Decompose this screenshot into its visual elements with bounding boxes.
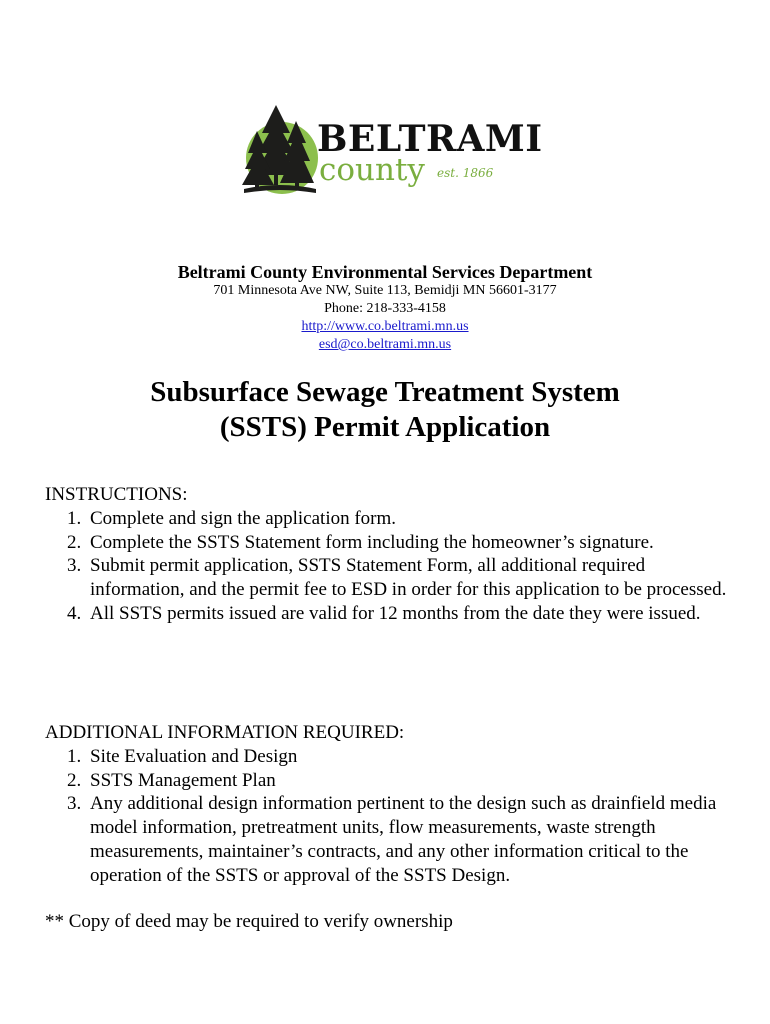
list-text: Site Evaluation and Design [90,745,298,767]
list-number: 2. [67,769,82,791]
page-title [0,375,770,445]
logo-name: BELTRAMI [317,118,543,160]
list-number: 4. [67,602,82,624]
additional-info-heading: ADDITIONAL INFORMATION REQUIRED: [45,722,405,743]
list-text: Any additional design information pertinent to the design such as drainfield media model information, pretreatment units, flow measurements, waste strength measurements, maintainer’s contracts, and any other information critical to the operation of the SSTS or approval of the SSTS Design. [90,793,717,886]
list-text: All SSTS permits issued are valid for 12 months from the date they were issued. [90,602,701,624]
email-link[interactable]: esd@co.beltrami.mn.us [318,337,452,352]
website-link[interactable]: http://www.co.beltrami.mn.us [301,319,469,334]
department-name: Beltrami County Environmental Services Department [177,262,593,282]
logo-county-text: county [319,152,425,188]
list-number: 3. [67,555,82,577]
title-line-1: Subsurface Sewage Treatment System [150,376,620,408]
additional-info-section [45,721,735,888]
county-logo [240,103,543,203]
list-number: 2. [67,531,82,553]
list-text: Complete the SSTS Statement form including the homeowner’s signature. [90,531,654,553]
list-number: 3. [67,793,82,815]
list-text: SSTS Management Plan [90,769,276,791]
list-number: 1. [67,507,82,529]
additional-info-list [45,745,735,888]
deed-note: ** Copy of deed may be required to verify ownership [45,911,453,932]
instructions-heading: INSTRUCTIONS: [45,484,188,505]
instructions-section [45,483,735,626]
logo-established: est. 1866 [437,166,494,180]
list-item [45,602,735,626]
list-item [45,507,735,531]
department-header [0,262,770,354]
department-address: 701 Minnesota Ave NW, Suite 113, Bemidji MN 56601-3177 [213,283,557,298]
list-item [45,769,735,793]
instructions-list [45,507,735,626]
list-item [45,554,735,602]
department-phone: Phone: 218-333-4158 [324,301,446,316]
list-item [45,531,735,555]
list-item [45,792,735,887]
list-item [45,745,735,769]
list-text: Complete and sign the application form. [90,507,397,529]
pine-trees-icon [240,103,320,203]
list-text: Submit permit application, SSTS Statement Form, all additional required information, and the permit fee to ESD in order for this application to be processed. [90,555,727,601]
title-line-2: (SSTS) Permit Application [219,411,551,443]
list-number: 1. [67,745,82,767]
